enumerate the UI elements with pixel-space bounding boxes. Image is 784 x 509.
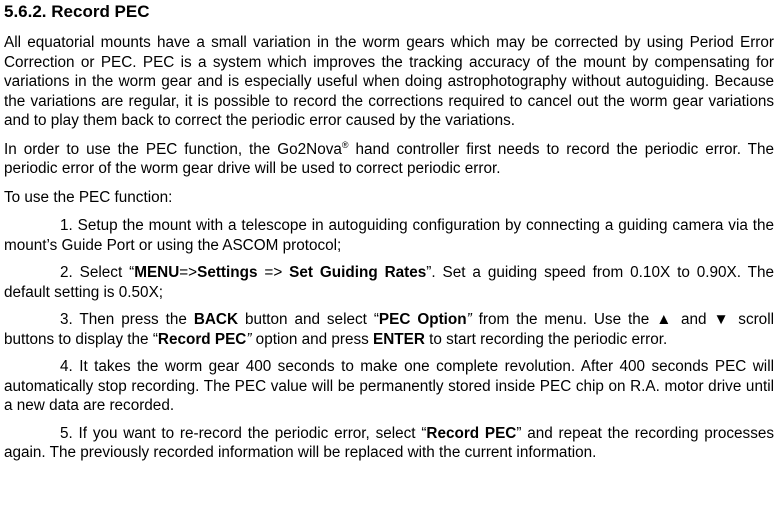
quote-mark-2: ” [246, 330, 252, 348]
step-2-text-end: ”. Set a guiding speed from 0.10X to 0.90X. The default setting is 0.50X; [4, 264, 774, 301]
enter-keyword: ENTER [373, 330, 425, 348]
step-4: 4. It takes the worm gear 400 seconds to make one complete revolution. After 400 seconds PEC will automatically stop recording. The PEC value will be permanently stored inside PEC chip on R.A. motor drive until a new data are recorded. [4, 358, 774, 414]
record-pec-keyword: Record PEC [157, 330, 247, 348]
set-guiding-rates-keyword: Set Guiding Rates [289, 264, 427, 281]
step-5 [4, 424, 774, 463]
registered-mark: ® [341, 139, 349, 150]
step-5-text-end: ” and repeat the recording processes again. The previously recorded information will be replaced with the current information. [4, 424, 774, 461]
step-2-arrow-2: => [257, 264, 290, 281]
pec-option-keyword: PEC Option [378, 311, 467, 328]
go2nova-paragraph [4, 140, 774, 179]
step-3-text-end: to start recording the periodic error. [424, 330, 668, 348]
step-3-text-2: button and select “ [238, 311, 379, 328]
step-2-text: 2. Select “ [60, 264, 135, 281]
step-3-text-4: option and press [251, 330, 374, 348]
step-2-arrow: => [179, 264, 198, 281]
step-1: 1. Setup the mount with a telescope in autoguiding configuration by connecting a guiding camera via the mount’s Guide Port or using the ASCOM protocol; [4, 217, 774, 254]
menu-keyword: MENU [134, 264, 180, 281]
go2nova-text-after: hand controller first needs to record the periodic error. The periodic error of the worm gear drive will be used to correct periodic error. [4, 140, 774, 177]
step-2 [4, 263, 774, 302]
record-pec-keyword-2: Record PEC [426, 424, 517, 442]
back-keyword: BACK [193, 311, 239, 328]
settings-keyword: Settings [197, 264, 258, 281]
section-title: 5.6.2. Record PEC [4, 2, 150, 21]
quote-mark: ” [466, 311, 472, 328]
step-5-text: 5. If you want to re-record the periodic error, select “ [60, 424, 427, 442]
intro-paragraph: All equatorial mounts have a small variation in the worm gears which may be corrected by using Period Error Correction or PEC. PEC is a system which improves the tracking accuracy of the mount by compensating for variations in the worm gear and is especially useful when doing astrophotography without autoguiding. Because the variations are regular, it is possible to record the corrections required to cancel out the worm gear variations and to play them back to correct the periodic error caused by the variations. [4, 34, 774, 129]
step-3 [4, 310, 774, 349]
step-3-text-3: from the menu. Use the ▲ and ▼ scroll buttons to display the “ [4, 311, 774, 348]
step-3-text: 3. Then press the [60, 311, 194, 328]
use-pec-heading: To use the PEC function: [4, 188, 173, 206]
go2nova-text-before: In order to use the PEC function, the Go2Nova [4, 140, 342, 158]
